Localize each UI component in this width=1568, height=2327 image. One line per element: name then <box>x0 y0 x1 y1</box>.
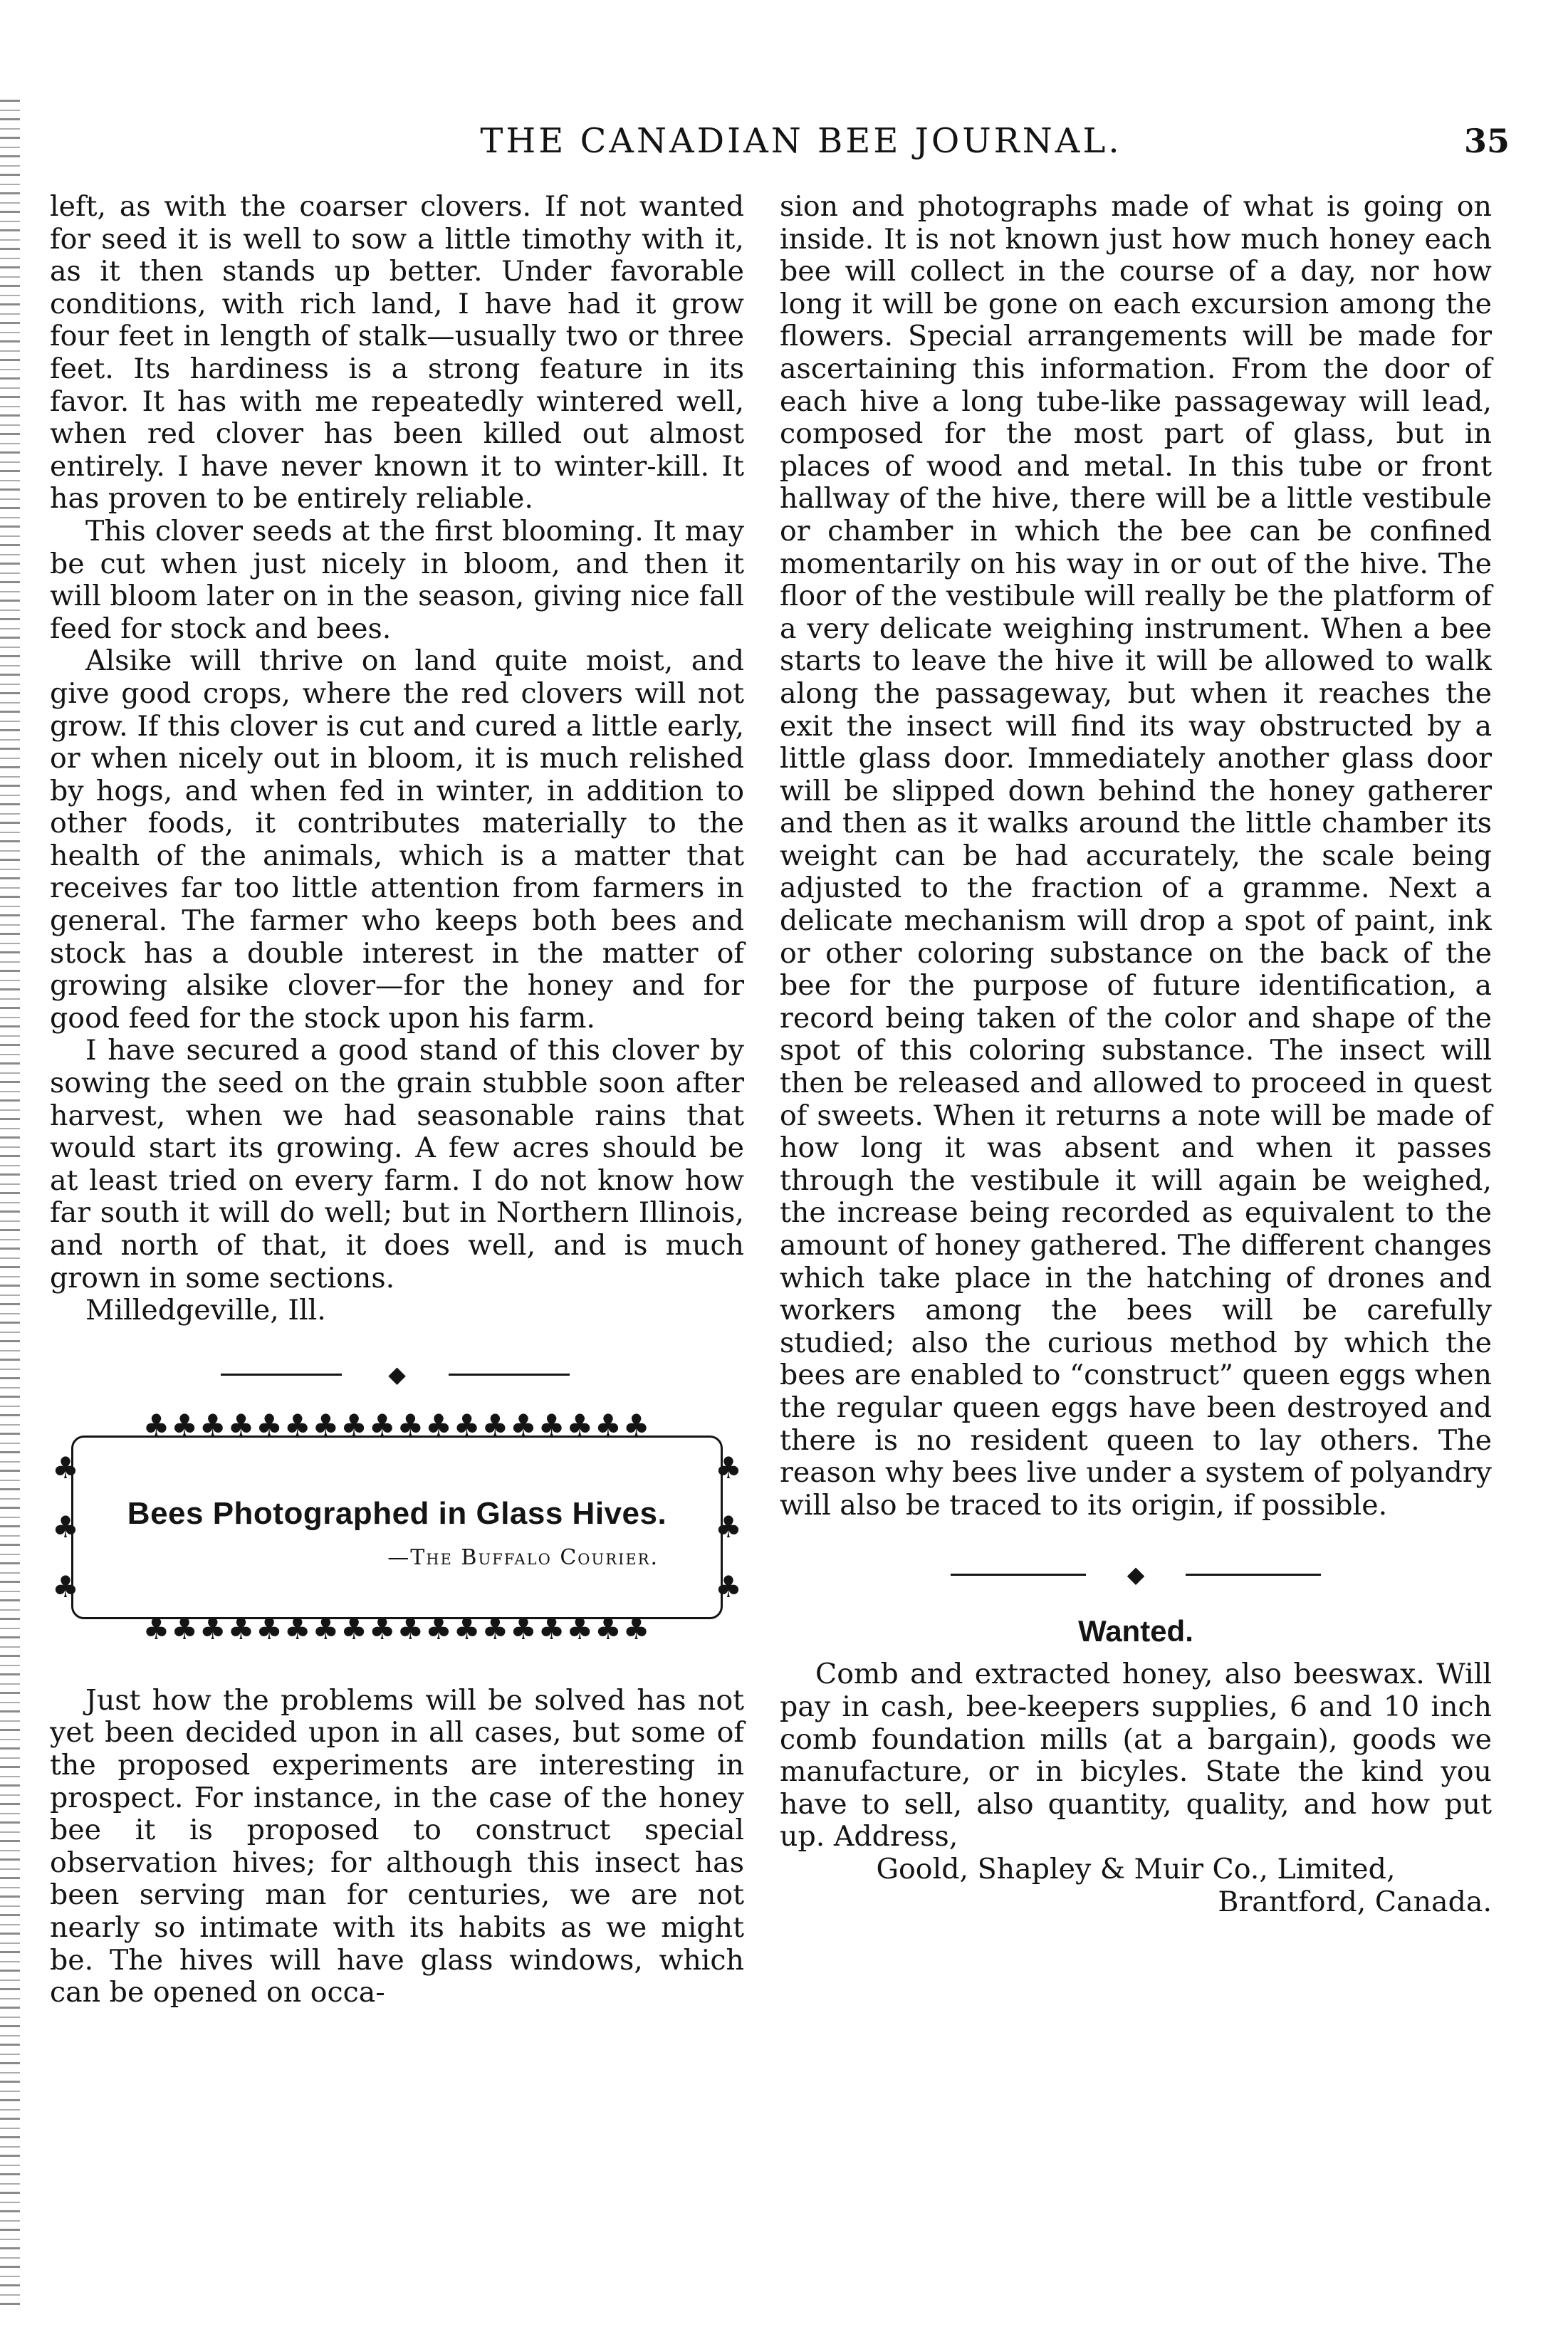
paragraph: Just how the problems will be solved has not yet been decided upon in all cases, but some of the proposed experiments are interesting in prospect. For instance, in the case of the honey bee it is proposed to construct special observation hives; for although this insect has been serving man for centuries, we are not nearly so intimate with its habits as we might be. The hives will have glass windows, which can be opened on occa- <box>50 1683 744 2009</box>
paragraph: sion and photographs made of what is going on inside. It is not known just how much honey each bee will collect in the course of a day, nor how long it will be gone on each excursion among the flowers. Special arrangements will be made for ascertaining this information. From the door of each hive a long tube-like passageway will lead, composed for the most part of glass, but in places of wood and metal. In this tube or front hallway of the hive, there will be a little vestibule or chamber in which the bee can be confined momentarily on his way in or out of the hive. The floor of the vestibule will really be the platform of a very delicate weighing instrument. When a bee starts to leave the hive it will be allowed to walk along the passageway, but when it reaches the exit the insect will find its way obstructed by a little glass door. Immediately another glass door will be slipped down behind the honey gatherer and then as it walks around the little chamber its weight can be had accurately, the scale being adjusted to the fraction of a gramme. Next a delicate mechanism will drop a spot of paint, ink or other coloring substance on the back of the bee for the purpose of future identification, a record being taken of the color and shape of the spot of this coloring substance. The insect will then be released and allowed to proceed in quest of sweets. When it returns a note will be made of how long it was absent and when it passes through the vestibule it will again be weighed, the increase being recorded as equivalent to the amount of honey gathered. The different changes which take place in the hatching of drones and workers among the bees will be carefully studied; also the curious method by which the bees are enabled to “construct” queen eggs when the regular queen eggs have been destroyed and there is no resident queen to lay others. The reason why bees live under a system of polyandry will also be traced to its origin, if possible. <box>780 190 1492 1522</box>
clover-icon: ♣ <box>715 1450 742 1485</box>
paragraph: This clover seeds at the first blooming. It may be cut when just nicely in bloom, and then it will bloom later on in the season, giving nice fall feed for stock and bees. <box>50 514 744 645</box>
paragraph: Alsike will thrive on land quite moist, and give good crops, where the red clovers will not grow. If this clover is cut and cured a little early, or when nicely out in bloom, it is much relished by hogs, and when fed in winter, in addition to other foods, it contributes materially to the health of the animals, which is a matter that receives far too little attention from farmers in general. The farmer who keeps both bees and stock has a double interest in the matter of growing alsike clover—for the honey and for good feed for the stock upon his farm. <box>50 644 744 1035</box>
clover-icon: ♣ <box>52 1569 79 1604</box>
article-source: —The Buffalo Courier. <box>387 1544 659 1570</box>
page-header <box>93 120 1510 162</box>
divider-line <box>449 1374 570 1376</box>
divider-ornament-icon: ◆ <box>1127 1561 1145 1589</box>
clover-border-icon: ♣♣♣♣♣♣♣♣♣♣♣♣♣♣♣♣♣♣ <box>142 1409 652 1441</box>
wanted-paragraph: Comb and extracted honey, also beeswax. Will pay in cash, bee-keepers supplies, 6 and 10 inch comb foundation mills (at a bargain), goods we manufacture, or in bicyles. State the kind you have to sell, also quantity, quality, and how put up. Address, <box>780 1658 1492 1853</box>
article-heading-box <box>50 1410 744 1645</box>
section-divider <box>50 1360 744 1389</box>
paragraph: I have secured a good stand of this clover by sowing the seed on the grain stubble soon after harvest, when we had seasonable rains that would start its growing. A few acres should be at least tried on every farm. I do not know how far south it will do well; but in Northern Illinois, and north of that, it does well, and is much grown in some sections. <box>50 1034 744 1295</box>
scan-binding-edge <box>0 100 20 2307</box>
clover-icon: ♣ <box>715 1569 742 1604</box>
page-number: 35 <box>1463 122 1510 160</box>
divider-line <box>1186 1574 1321 1576</box>
paragraph: left, as with the coarser clovers. If not wanted for seed it is well to sow a little timothy with it, as it then stands up better. Under favorable conditions, with rich land, I have had it grow four feet in length of stalk—usually two or three feet. Its hardiness is a strong feature in its favor. It has with me repeatedly wintered well, when red clover has been killed out almost entirely. I have never known it to winter-kill. It has proven to be entirely reliable. <box>50 190 744 516</box>
journal-title: THE CANADIAN BEE JOURNAL. <box>480 121 1122 161</box>
signoff: Milledgeville, Ill. <box>85 1294 326 1327</box>
address-line: Goold, Shapley & Muir Co., Limited, <box>876 1852 1396 1886</box>
left-column <box>50 191 744 2009</box>
divider-ornament-icon: ◆ <box>388 1360 406 1388</box>
clover-icon: ♣ <box>52 1510 79 1545</box>
wanted-heading: Wanted. <box>1078 1614 1193 1648</box>
clover-icon: ♣ <box>715 1510 742 1545</box>
address-line: Brantford, Canada. <box>1218 1885 1492 1918</box>
clover-border-icon: ♣♣♣♣♣♣♣♣♣♣♣♣♣♣♣♣♣♣ <box>142 1613 652 1645</box>
article-heading: Bees Photographed in Glass Hives. <box>127 1495 667 1531</box>
clover-icon: ♣ <box>52 1450 79 1485</box>
section-divider <box>780 1560 1492 1589</box>
right-column <box>780 191 1492 1918</box>
